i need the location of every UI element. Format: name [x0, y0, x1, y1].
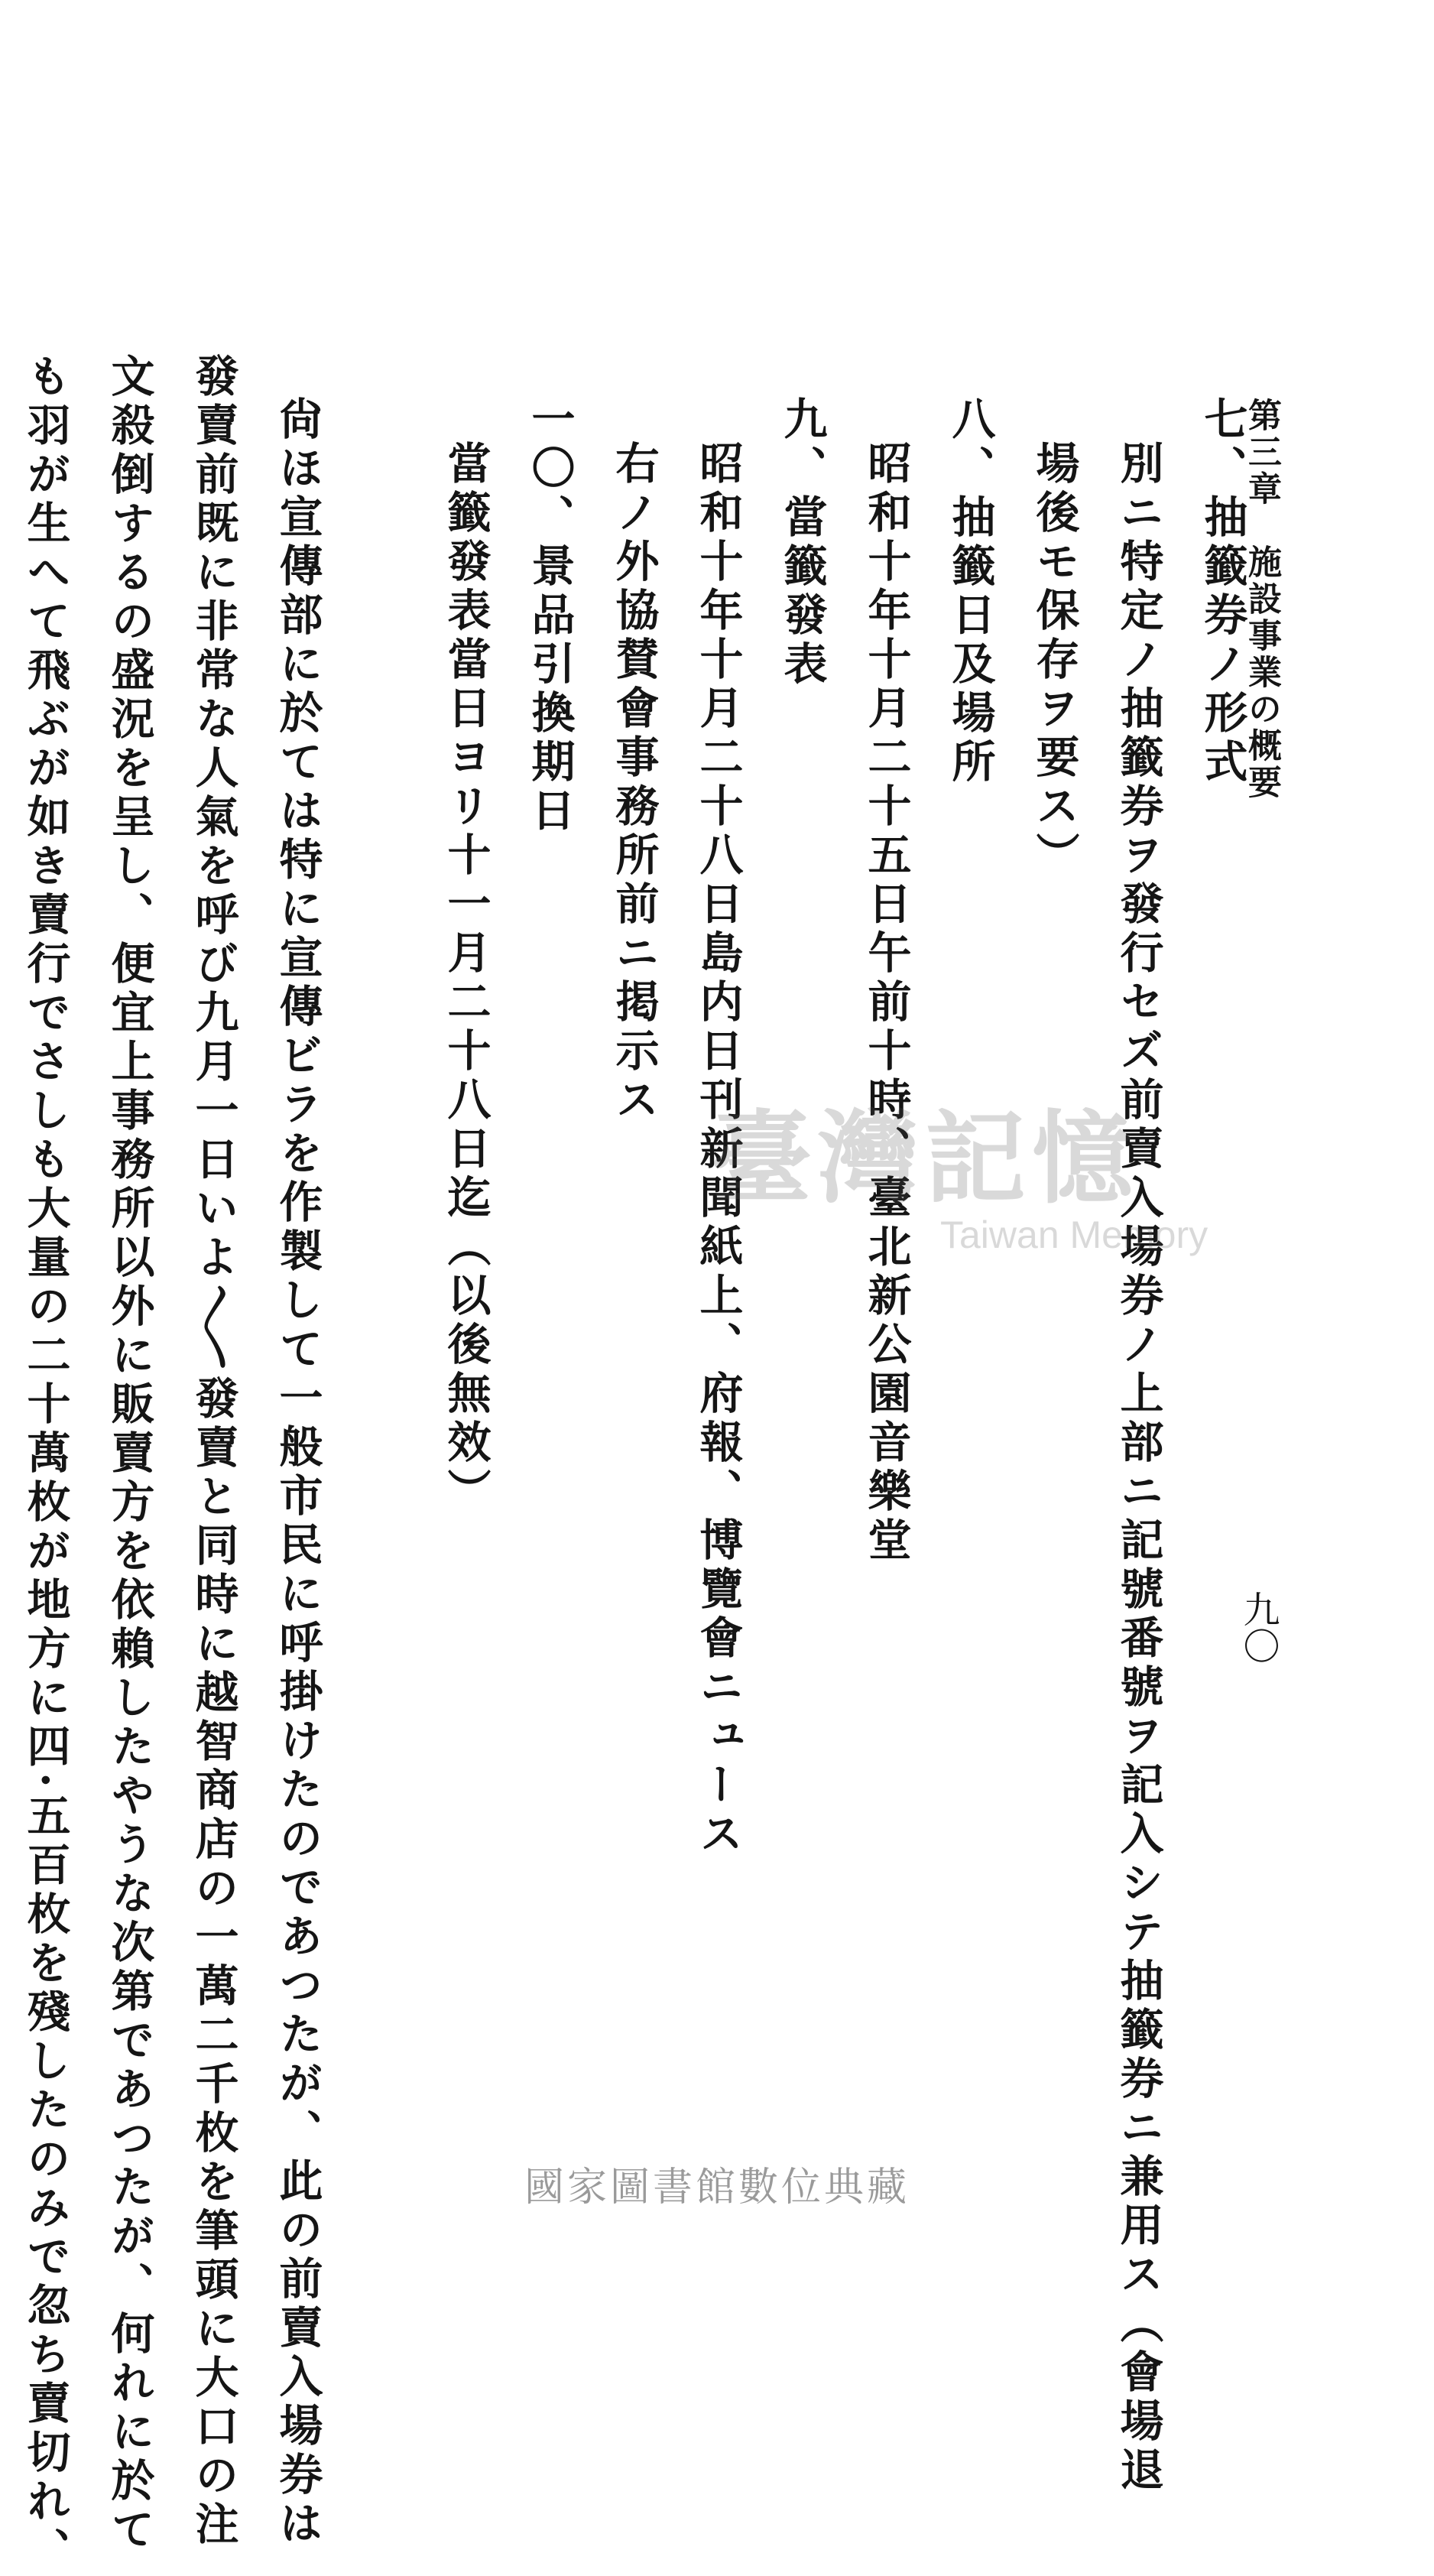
watermark-logo-text: 臺灣記憶: [711, 1100, 1139, 1218]
body-line: 場後モ保存ヲ要ス）: [1029, 440, 1080, 881]
watermark-latin-text: Taiwan Memory: [940, 1213, 1209, 1256]
page-number: 九〇: [1237, 1590, 1280, 1664]
blank-line: [339, 353, 423, 2012]
body-line: [0, 353, 3, 2012]
running-header-title: 第三章 施設事業の概要: [1242, 398, 1281, 801]
body-line: 一〇、景品引換期日: [524, 396, 576, 836]
body-line: 七、抽籤券ノ形式: [1197, 396, 1248, 788]
body-line: 當籤發表當日ヨリ十一月二十八日迄（以後無效）: [440, 440, 492, 1517]
body-line: 昭和十年十月二十五日午前十時、臺北新公園音樂堂: [861, 440, 912, 1566]
body-line: 發賣前既に非常な人氣を呼び九月一日いよ〳〵發賣と同時に越智商店の一萬二千枚を筆頭に大口の注: [188, 353, 239, 2550]
body-line: 昭和十年十月二十八日島内日刊新聞紙上、府報、博覽會ニュース: [693, 440, 744, 1860]
body-line: 右ノ外協賛會事務所前ニ掲示ス: [608, 440, 660, 1126]
body-line: も羽が生へて飛ぶが如き賣行でさしも大量の二十萬枚が地方に四·五百枚を殘したのみで忽ち賣切れ、: [20, 353, 71, 2576]
body-line: 別ニ特定ノ抽籤券ヲ發行セズ前賣入場券ノ上部ニ記號番號ヲ記入シテ抽籤券ニ兼用ス（會場退: [1113, 440, 1164, 2496]
body-line: 九、當籤發表: [777, 396, 828, 690]
body-line: 尙ほ宣傳部に於ては特に宣傳ビラを作製して一般市民に呼掛けたのであつたが、此の前賣入場券は: [272, 396, 323, 2549]
body-line: 八、抽籤日及場所: [945, 396, 996, 788]
body-line: 文殺倒するの盛況を呈し、便宜上事務所以外に販賣方を依賴したやうな次第であつたが、何れに於て: [104, 353, 155, 2555]
footer-credit: 國家圖書館數位典藏: [524, 2165, 910, 2211]
